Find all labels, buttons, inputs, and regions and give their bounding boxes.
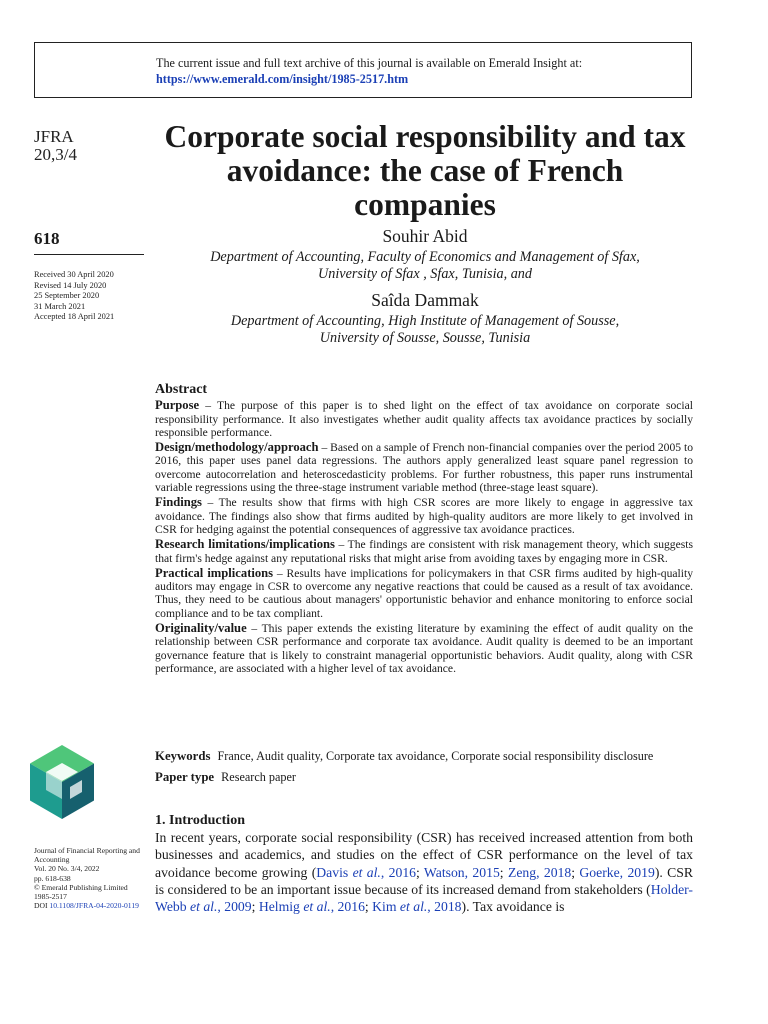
citation-link[interactable]: Davis et al., 2016 (316, 864, 417, 880)
abstract-section: Findings – The results show that firms with high CSR scores are more likely to engage in aggressive tax avoidance. The findings also show that firms audited by high-quality auditors are more likely to get involved in CSR for hedging against the potential consequences of aggressive tax avoidance practices. (155, 495, 693, 536)
citation-separator: ; (499, 864, 508, 880)
banner-text (156, 55, 582, 87)
history-line: Revised 14 July 2020 (34, 280, 107, 290)
emerald-publishing-logo-icon (30, 745, 94, 819)
abstract-section-label: Practical implications (155, 565, 274, 580)
abstract-section: Purpose – The purpose of this paper is to shed light on the effect of tax avoidance on corporate social responsibility performance. It also investigates whether audit quality affects tax avoidance practices by socially responsible performance. (155, 398, 693, 439)
author-name: Saîda Dammak (371, 290, 479, 310)
journal-url-link[interactable]: https://www.emerald.com/insight/1985-2517.htm (156, 72, 409, 86)
introduction-paragraph (155, 829, 693, 915)
abstract-section: Design/methodology/approach – Based on a sample of French non-financial companies over the period 2005 to 2016, this paper uses panel data regressions. The authors apply generalized least square panel regression to overcome autocorrelation and heteroscedasticity problems. For further robustness, this paper runs instrumental variable regressions using the three-stage instrument variable method (three-stage least square). (155, 440, 693, 495)
abstract-section-label: Originality/value (155, 621, 247, 636)
keywords-text: France, Audit quality, Corporate tax avoidance, Corporate social responsibility disclosure (217, 749, 654, 763)
author-affiliation (160, 249, 690, 283)
journal-abbrev: JFRA (34, 127, 74, 146)
abstract-section-text: The results show that firms with high CSR scores are more likely to engage in aggressive tax avoidance. The findings also show that firms audited by high-quality auditors are more likely to get involved in CSR for hedging against the potential consequences of aggressive tax avoidance practices. (155, 496, 693, 536)
paper-type-label: Paper type (155, 770, 215, 784)
affiliation-line: Department of Accounting, Faculty of Economics and Management of Sfax, (210, 249, 640, 265)
section-heading: 1. Introduction (155, 813, 245, 828)
abstract-section: Originality/value – This paper extends the existing literature by examining the effect of audit quality on the relationship between CSR performance and corporate tax avoidance. Audit quality is deemed to be an important governance feature that is likely to constraint managerial opportunistic behaviors. Audit quality, along with CSR performance, are associated with a higher level of tax avoidance. (155, 621, 694, 675)
abstract-heading: Abstract (155, 382, 208, 397)
abstract-section-label: Findings (155, 495, 202, 510)
citation-separator: ; (416, 864, 424, 880)
author-name: Souhir Abid (382, 226, 468, 246)
journal-info-line: Accounting (34, 855, 70, 865)
body-text: ). CSR is considered to be an important issue because of its increased demand from stakeholders ( (155, 864, 694, 897)
citation-separator: ; (251, 899, 259, 915)
abstract (155, 383, 693, 677)
history-line: 31 March 2021 (34, 301, 86, 311)
abstract-section-text: The purpose of this paper is to shed light on the effect of tax avoidance on corporate social responsibility performance. It also investigates whether audit quality affects tax avoidance practices by socially responsible performance. (155, 399, 693, 439)
citation-separator: ; (364, 899, 373, 915)
citation-link[interactable]: Watson, 2015 (423, 864, 500, 880)
author-affiliation (160, 313, 690, 347)
citation-link[interactable]: Goerke, 2019 (579, 864, 655, 880)
submission-history (34, 270, 114, 323)
history-line: Received 30 April 2020 (34, 270, 114, 279)
journal-info-line: © Emerald Publishing Limited (34, 882, 128, 892)
abstract-section-text: This paper extends the existing literature by examining the effect of audit quality on the relationship between CSR performance and corporate tax avoidance. Audit quality is deemed to be an important governance feature that is likely to constraint managerial opportunistic behaviors. Audit quality, along with CSR performance, are associated with a higher level of tax avoidance. (155, 622, 694, 675)
keywords (155, 749, 693, 764)
page-number: 618 (34, 229, 60, 248)
history-line: Accepted 18 April 2021 (34, 312, 115, 322)
journal-info-line: pp. 618-638 (34, 873, 71, 883)
citation-link[interactable]: Kim et al., 2018 (372, 899, 462, 915)
journal-info-line: 1985-2517 (34, 892, 67, 902)
doi-link[interactable]: 10.1108/JFRA-04-2020-0119 (49, 901, 139, 911)
doi-line (34, 901, 140, 910)
abstract-section-label: Design/methodology/approach (155, 440, 319, 455)
affiliation-line: University of Sousse, Sousse, Tunisia (319, 330, 531, 346)
abstract-section: Research limitations/implications – The findings are consistent with risk management theory, which suggests that firm's hedge against any reputational risks that might arise from avoiding taxes by engaging more in CSR. (155, 537, 693, 565)
archive-banner (34, 42, 692, 98)
journal-info-line: Vol. 20 No. 3/4, 2022 (34, 864, 100, 874)
citation-link[interactable]: Holder-Webb et al., 2009 (155, 881, 693, 915)
abstract-section-text: Based on a sample of French non-financial companies over the period 2005 to 2016, this paper uses panel data regressions. The authors apply generalized least square panel regression to overcome autocorrelation and heteroscedasticity problems. For further robustness, this paper runs instrumental variable regressions using the three-stage instrument variable method (three-stage least square). (155, 441, 693, 495)
journal-code (34, 128, 77, 164)
journal-info-line: Journal of Financial Reporting and (34, 846, 140, 855)
doi-label: DOI (34, 901, 48, 911)
citation-link[interactable]: Zeng, 2018 (507, 864, 572, 880)
history-line: 25 September 2020 (34, 291, 100, 301)
affiliation-line: University of Sfax , Sfax, Tunisia, and (318, 266, 532, 282)
body-text: In recent years, corporate social responsibility (CSR) has received increased attention from both businesses and academics, and studies on the effect of CSR performance on the level of tax avoidance become growing ( (155, 830, 693, 880)
article-title: Corporate social responsibility and tax avoidance: the case of French companies (164, 119, 686, 222)
body-text: ). Tax avoidance is (461, 899, 565, 915)
banner-line: The current issue and full text archive of this journal is available on Emerald Insight at: (156, 56, 583, 70)
citation-separator: ; (571, 864, 580, 880)
abstract-section-label: Research limitations/implications (155, 537, 335, 552)
paper-type-text: Research paper (221, 770, 296, 784)
page-number-rule (34, 254, 144, 255)
abstract-section-label: Purpose (155, 398, 200, 413)
volume-issue: 20,3/4 (34, 145, 77, 164)
abstract-section: Practical implications – Results have implications for policymakers in that CSR firms audited by high-quality auditors may engage in CSR to overcome any negative reactions that could be caused as a result of tax avoidance. Thus, they need to be cautious about managers' opportunistic behavior and enhance monitoring to enforce social compliance and to be tax compliant. (155, 565, 694, 620)
paper-type (155, 770, 693, 785)
abstract-section-text: Results have implications for policymakers in that CSR firms audited by high-quality auditors may engage in CSR to overcome any negative reactions that could be caused as a result of tax avoidance. Thus, they need to be cautious about managers' opportunistic behavior and enhance monitoring to enforce social compliance and to be tax compliant. (155, 566, 694, 620)
journal-info (34, 846, 140, 910)
abstract-section-text: The findings are consistent with risk management theory, which suggests that firm's hedge against any reputational risks that might arise from avoiding taxes by engaging more in CSR. (155, 538, 693, 565)
affiliation-line: Department of Accounting, High Institute of Management of Sousse, (230, 313, 620, 329)
citation-link[interactable]: Helmig et al., 2016 (258, 899, 365, 915)
keywords-label: Keywords (155, 749, 211, 763)
